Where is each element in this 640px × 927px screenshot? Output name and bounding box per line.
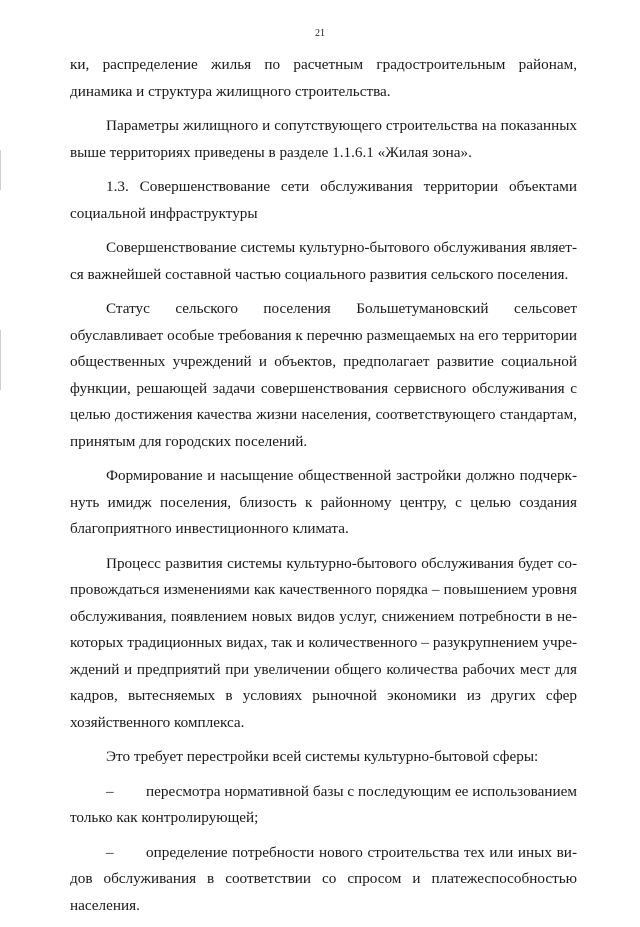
list-marker: – [106,843,114,861]
list-item [70,779,577,832]
paragraph: Формирование и насыщение общественной застройки должно подчеркнуть имидж поселения, близость к районному центру, с целью создания благоприятного инвестиционного климата. [70,467,577,537]
list-item-text: определение потребности нового строительства тех или иных видов обслуживания в соответствии со спросом и платежеспособностью населения. [70,843,577,914]
paragraph: Параметры жилищного и сопутствующего строительства на показанных выше территориях приведены в разделе 1.1.6.1 «Жилая зона». [70,117,577,161]
scan-edge-mark [0,150,1,190]
paragraph: ки, распределение жилья по расчетным градостроительным районам, динамика и структура жилищного строительства. [70,56,577,100]
section-heading: 1.3. Совершенствование сети обслуживания территории объектами социальной инфраструктуры [70,178,577,222]
paragraph: Это требует перестройки всей системы культурно-бытовой сферы: [106,748,539,765]
list-item-text: пересмотра нормативной базы с последующим ее использованием только как контролирующей; [70,782,577,826]
paragraph: Процесс развития системы культурно-бытового обслуживания будет сопровождаться изменениями как качественного порядка – повышением уровня обслуживания, появлением новых видов услуг, снижением потребности в некоторых традиционных видах, так и количественного – разукрупнением учреждений и предприятий при увеличении общего количества рабочих мест для кадров, вытесняемых в условиях рыночной экономики из других сфер хозяйственного комплекса. [70,554,577,731]
list-item [70,840,577,920]
scan-edge-mark [0,330,1,390]
paragraph: Совершенствование системы культурно-бытового обслуживания является важнейшей составной частью социального развития сельского поселения. [70,239,577,283]
paragraph: Статус сельского поселения Большетумановский сельсовет обуславливает особые требования к перечню размещаемых на его территории общественных учреждений и объектов, предполагает развитие социальной функции, решающей задачи совершенствования сервисного обслуживания с целью достижения качества жизни населения, соответствующего стандартам, принятым для городских поселений. [70,300,577,450]
page-number: 21 [315,28,325,39]
list-marker: – [106,782,114,800]
document-body [70,52,577,927]
